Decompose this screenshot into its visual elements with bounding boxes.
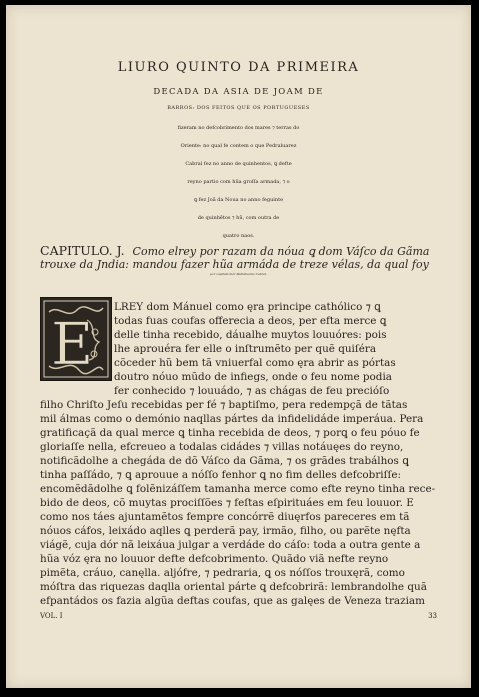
chapter-summary-line: Como elrey por razam da nóua ꝗ dom Váſco da Gãma: [132, 245, 430, 258]
title-subline: de quinhẽtos ⁊ hũ, com outra de: [197, 215, 280, 221]
footer-volume: VOL. I: [40, 612, 63, 620]
decorated-initial-e: [40, 297, 112, 381]
svg-text:E: E: [51, 310, 94, 378]
body-line: doutro nóuo mũdo de infiegs, onde o feu nome podia: [114, 371, 392, 383]
body-line: mil álmas como o demónio naqllas pártes da infidelidáde imperáua. Pera: [40, 413, 424, 425]
chapter-summary-line: por capitam mór Pedraluarez Cabral.: [210, 272, 267, 276]
body-line: gloriaſſe nella, efcreueo a todalas cidádes ⁊ villas notáuęes do reyno,: [40, 441, 404, 453]
chapter-summary-line: trouxe da Jndia: mandou fazer hũa armáda de treze vélas, da qual foy: [40, 258, 429, 271]
title-subline: fizeram no defcobrimento dos mares ⁊ terras do: [177, 125, 300, 131]
body-line: filho Chriſto Jeſu recebidas per fé ⁊ baptiſmo, pera redempçã de tãtas: [40, 399, 408, 411]
body-line: lhe aprouéra fer elle o inſtrumẽto per quẽ quiſéra: [114, 343, 377, 355]
ornament-icon: [41, 298, 111, 380]
footer-page-number: 33: [428, 612, 437, 620]
body-line: nóuos cáfos, leixádo aqlles ꝗ perderã pay, irmão, filho, ou parẽte nęfta: [40, 525, 411, 537]
book-page: [6, 5, 471, 688]
body-line: bido de deos, cõ muytas prociſſões ⁊ feſtas eſpirituáes em feu louuor. E: [40, 497, 414, 509]
title-subline: Oriente: no qual fe contem o que Pedraluarez: [180, 143, 297, 149]
body-line: todas fuas coufas offerecia a deos, per efta merce ꝗ: [114, 315, 387, 327]
chapter-label: CAPITULO. J.: [40, 243, 125, 258]
chapter-heading: [40, 243, 429, 258]
title-subline: Cabral fez no anno de quinhentos, ꝗ defte: [185, 161, 292, 167]
body-line: pimẽta, cráuo, canęlla. aljófre, ⁊ pedraria, ꝗ os nóſſos trouxęrã, como: [40, 567, 405, 579]
body-line: gratificaçã da qual merce ꝗ tinha recebida de deos, ⁊ porꝗ o feu póuo fe: [40, 427, 420, 439]
body-line: LREY dom Mánuel como ęra principe cathólico ⁊ ꝗ: [114, 301, 381, 313]
body-line: móſtra das riquezas daqlla oriental párte ꝗ defcobrirã: lembrandolhe quã: [40, 581, 427, 593]
title-subline: reyno partio com hũa groſſa armada, ⁊ o: [187, 179, 290, 185]
body-line: fer conhecido ⁊ louuádo, ⁊ as chágas de feu precióſo: [114, 385, 390, 397]
body-line: notificãdolhe a chegáda de dõ Váſco da Gãma, ⁊ os grãdes trabálhos ꝗ: [40, 455, 409, 467]
title-subline: ꝗ fez Joã da Noua no anno feguinte: [193, 197, 284, 203]
body-line: efpantádos os fazia algũa deftas coufas, que as galęes de Veneza traziam: [40, 595, 425, 607]
body-line: tinha paſſádo, ⁊ ꝗ aprouue a nóſſo fenhor ꝗ no fim delles defcobriſſe:: [40, 469, 401, 481]
body-line: encomẽdãdolhe ꝗ folẽnizáſſem tamanha merce como efte reyno tinha rece-: [40, 483, 436, 495]
title-line-1: LIURO QUINTO DA PRIMEIRA: [117, 60, 360, 75]
title-subline: quatro naos.: [222, 233, 255, 239]
title-line-3: BARROS: DOS FEITOS QUE OS PORTUGUESES: [167, 105, 310, 111]
body-line: hũa vóz ęra no louuor defte defcobrimento. Quãdo viã nefte reyno: [40, 553, 389, 565]
body-line: delle tinha recebido, dáualhe muytos louuóres: pois: [114, 329, 387, 341]
body-line: cõceder hũ bem tã vniuerfal como ęra abrir as pórtas: [114, 357, 396, 369]
body-line: viágẽ, cuja dór nã leixáua julgar a verdáde do cáſo: toda a outra gente a: [40, 539, 421, 551]
title-line-2: DECADA DA ASIA DE JOAM DE: [153, 87, 324, 97]
body-line: como nos táes ajuntamẽtos fempre concórrẽ diuęrfos pareceres em tã: [40, 511, 410, 523]
